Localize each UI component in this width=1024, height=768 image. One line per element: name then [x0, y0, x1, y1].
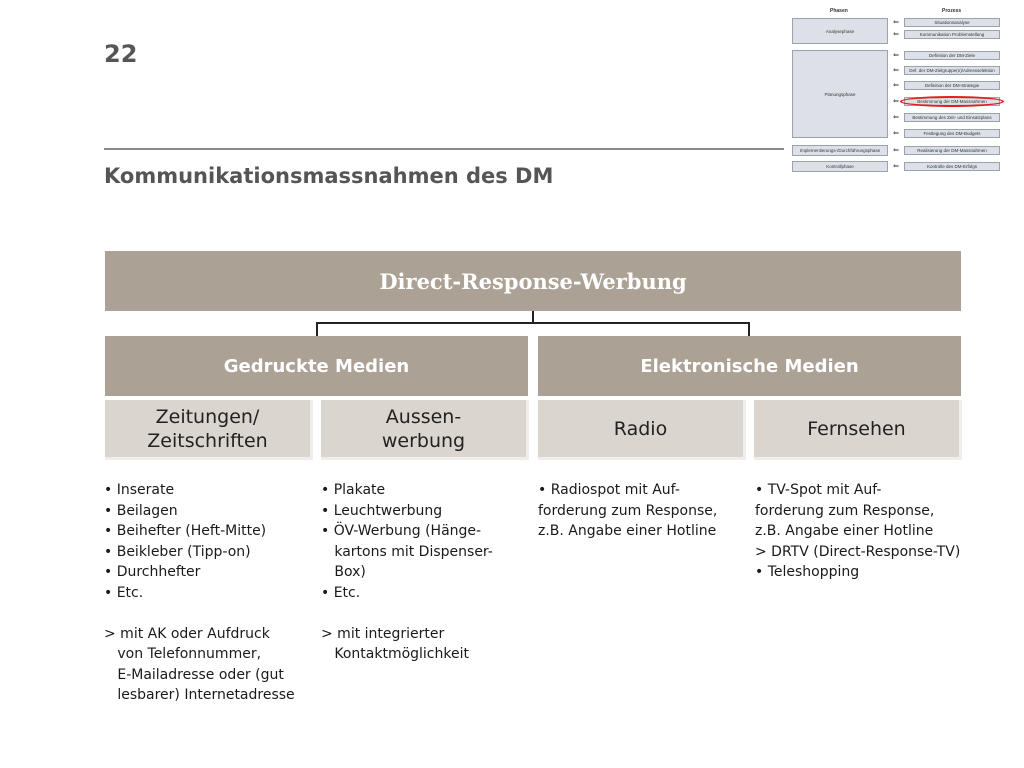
minimap-step: Definition der DM-Ziele [904, 51, 1000, 60]
list-note: > mit AK oder Aufdruck [104, 625, 270, 642]
minimap-phase-analysis: Analysephase [792, 18, 888, 44]
list-item: z.B. Angabe einer Hotline [755, 523, 934, 539]
category-label: Aussen- [385, 405, 462, 428]
root-node: Direct-Response-Werbung [105, 251, 961, 311]
list-tv [755, 480, 960, 583]
minimap-arrow-icon: ⇐ [893, 31, 899, 38]
current-step-highlight [900, 96, 1004, 107]
list-item: > DRTV (Direct-Response-TV) [755, 543, 961, 560]
group-electronic-media: Elektronische Medien [538, 336, 961, 396]
list-item: • Etc. [321, 584, 361, 601]
minimap-arrow-icon: ⇐ [893, 19, 899, 26]
minimap-step: Kontrolle des DM-Erfolgs [904, 162, 1000, 171]
minimap-arrow-icon: ⇐ [893, 67, 899, 74]
minimap-step: Situationsanalyse [904, 18, 1000, 27]
list-item: Box) [321, 564, 366, 580]
page-title: Kommunikationsmassnahmen des DM [104, 164, 554, 188]
minimap-arrow-icon: ⇐ [893, 130, 899, 137]
process-minimap [788, 8, 1008, 176]
list-item: • Beikleber (Tipp-on) [104, 543, 251, 560]
minimap-process-header: Prozess [942, 8, 962, 14]
list-item: kartons mit Dispenser- [321, 543, 493, 560]
list-item: • Radiospot mit Auf- [538, 482, 680, 498]
list-outdoor [321, 480, 493, 665]
minimap-phase-planning: Planungsphase [792, 50, 888, 138]
minimap-phase-control: Kontrollphase [792, 161, 888, 172]
connector-line [316, 322, 750, 324]
list-radio [538, 480, 717, 542]
connector-line [748, 322, 750, 336]
list-item: z.B. Angabe einer Hotline [538, 523, 717, 539]
list-note: lesbarer) Internetadresse [104, 687, 295, 703]
minimap-arrow-icon: ⇐ [893, 52, 899, 59]
page-number: 22 [104, 40, 138, 68]
minimap-step-current: Bestimmung der DM-Massnahmen [904, 97, 1000, 106]
minimap-arrow-icon: ⇐ [893, 98, 899, 105]
connector-line [316, 322, 318, 336]
list-item: • Teleshopping [755, 564, 860, 580]
category-radio [538, 400, 746, 460]
list-item: • Beilagen [104, 502, 178, 519]
list-item: • Leuchtwerbung [321, 502, 443, 519]
list-item: • Durchhefter [104, 564, 201, 580]
list-note: > mit integrierter [321, 625, 445, 642]
category-label: Fernsehen [807, 417, 906, 440]
minimap-step: Festlegung des DM-Budgets [904, 129, 1000, 138]
minimap-arrow-icon: ⇐ [893, 163, 899, 170]
category-newspapers [105, 400, 313, 460]
list-newspapers [104, 480, 295, 706]
list-item: forderung zum Response, [538, 502, 718, 519]
minimap-arrow-icon: ⇐ [893, 147, 899, 154]
title-divider [104, 148, 784, 150]
group-printed-media: Gedruckte Medien [105, 336, 528, 396]
minimap-step: Definition der DM-Strategie [904, 81, 1000, 90]
list-note: von Telefonnummer, [104, 646, 262, 662]
minimap-phase-implementation: Implementierungs-/Durchführungsphase [792, 145, 888, 156]
minimap-arrow-icon: ⇐ [893, 114, 899, 121]
category-label: Zeitschriften [147, 429, 268, 452]
list-item: • Etc. [104, 584, 144, 601]
list-item: • Inserate [104, 482, 175, 498]
category-label: Zeitungen/ [155, 405, 260, 428]
list-item: forderung zum Response, [755, 502, 935, 519]
minimap-step: Def. der DM-Zielgruppe(n)/Adressselektion [904, 66, 1000, 75]
category-label: werbung [381, 429, 466, 452]
list-note: E-Mailadresse oder (gut [104, 666, 284, 683]
category-label: Radio [613, 417, 668, 440]
list-item: • ÖV-Werbung (Hänge- [321, 523, 482, 539]
minimap-phases-header: Phasen [830, 8, 848, 14]
minimap-arrow-icon: ⇐ [893, 82, 899, 89]
category-tv [754, 400, 962, 460]
minimap-step: Realisierung der DM-Massnahmen [904, 146, 1000, 155]
minimap-step: Kommunikation Problemstellung [904, 30, 1000, 39]
list-item: • Beihefter (Heft-Mitte) [104, 523, 267, 539]
list-item: • TV-Spot mit Auf- [755, 482, 882, 498]
list-item: • Plakate [321, 482, 386, 498]
minimap-step: Bestimmung des Zeit- und Einsatzplans [904, 113, 1000, 122]
list-note: Kontaktmöglichkeit [321, 646, 469, 662]
category-outdoor [321, 400, 529, 460]
